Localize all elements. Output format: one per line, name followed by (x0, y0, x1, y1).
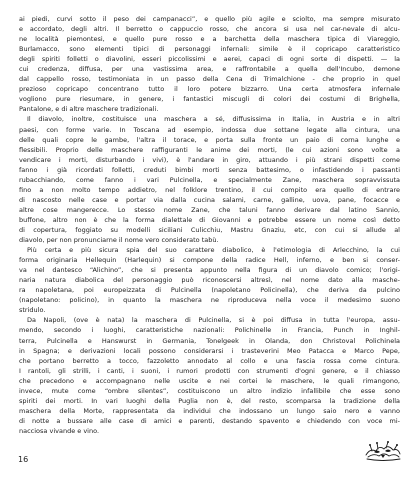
page-number: 16 (18, 455, 29, 464)
text-line: di copertura, foggiato su modelli siciliani Culicchiu, Mastru Gnaziu, etc, con cui si allude al (19, 225, 400, 234)
text-line: flessibili. Proprio delle maschere raffiguranti le anime dei morti, (le cui azioni sono volte a (19, 145, 400, 154)
text-line: e accordato, degli altri. Il berretto o cappuccio rosso, che ancora si usa nel car-nevale di alcu- (19, 25, 400, 34)
text-line: altre cose mangerecce. Lo stesso nome Zane, che taluni fanno derivare dal latino Sannio, (19, 205, 400, 214)
text-line: fanno i già ricordati folletti, creduti bimbi morti senza battesimo, o infastidendo i passanti (19, 165, 400, 174)
text-line: che portano berretto a tocco, fazzoletto annodato al collo e una fascia rossa come cintura. (19, 356, 400, 365)
text-line: buffone, altro non è che la forma dialettale di Giovanni e potrebbe essere un nome così detto (19, 215, 400, 224)
text-line: dal cappello rosso, testimoniata in un passo della Cena di Trimalchione - che proprio in quel (19, 75, 400, 84)
text-line: naria natura diabolica del personaggio può riconoscersi altresì, nel nome dato alla masche- (19, 276, 400, 285)
text-line: vendicare i morti, disturbando i vivi), è l'andare in giro, attuando i più strani dispetti come (19, 155, 400, 164)
text-line: Da Napoli, (ove è nata) la maschera di Pulcinella, si è poi diffusa in tutta l'europa, assu- (27, 316, 400, 325)
text-line: nacciosa vivande e vino. (19, 426, 100, 435)
text-line: ra napoletana, poi europeizzata di Pulcinella (napoletano Policinella), che deriva da pulcino (19, 286, 400, 295)
text-line: prezioso copricapo concentrano tutto il loro potere bizzarro. Una certa atmosfera infernale (19, 85, 400, 94)
text-line: cui credenza, diffusa, per una vastissima area, e raffrontabile a quella dell'Incubo, demone (19, 65, 400, 74)
text-line: rubacchiando, come fanno i vari Pulcinella, e specialmente Zane, maschera sopravvissuta (19, 175, 400, 184)
body-text (19, 14, 400, 436)
text-line: fino a non molto tempo addietro, nel folklore trentino, il cui compito era quello di entrare (19, 185, 400, 194)
text-line: vogliono pure riesumare, in genere, i fantastici miscugli di colori dei costumi di Brighella, (19, 95, 400, 104)
text-line: Il diavolo, inoltre, costituisce una maschera a sé, diffusissima in Italia, in Austria e in altri (27, 115, 400, 124)
text-line: delle quali copre le gambe, l'altra il torace, e porta sulla fronte un paio di corna lunghe e (19, 135, 400, 144)
text-line: Burlamacco, sono elementi tipici di personaggi infernali: simile è il copricapo caratteristico (19, 45, 400, 54)
text-line: stridulo. (19, 306, 46, 315)
text-line: forma originaria Hellequin (Harlequin) si compone della radice Hell, inferno, e ben si conser- (19, 256, 400, 265)
text-line: in Spagna; e derivazioni locali possono considerarsi i trasteverini Meo Patacca e Marco Pepe, (19, 346, 400, 355)
text-line: di notte a bussare alle case di amici e parenti, destando spavento e chiedendo con voce mi- (19, 416, 400, 425)
text-line: ai piedi, curvi sotto il peso dei campanacci”, e quello più agile e sciolto, ma sempre misurato (19, 15, 400, 23)
text-line: maschera della Morte, rappresentata da individui che indossano un lungo saio nero e vanno (19, 406, 400, 415)
text-line: ne località piemontesi, e quello pure rosso e a barchetta della maschera tipica di Viareggio, (19, 35, 400, 44)
text-line: invece, mute come “ombre silentes”, costituiscono un altro indizio infallibile che esse sono (19, 386, 400, 395)
text-line: va nel dantesco “Alichino”, che si presenta appunto nella figura di un diavolo comico; l'origi- (19, 266, 400, 275)
text-line: Più certa e più sicura spia del suo carattere diabolico, è l'etimologia di Arlecchino, la cui (27, 246, 400, 255)
text-line: Pantalone, e di altre maschere tradizionali. (19, 105, 159, 114)
text-line: degli spiriti folletti o diavolini, esseri piccolissimi e aerei, capaci di ogni sorte di dispetti. — la (19, 55, 400, 64)
text-line: (napoletano: policino), in quanto la maschera ne riproduceva nella voce il medesimo suono (19, 296, 400, 305)
text-line: I rantoli, gli strilli, i canti, i suoni, i rumori prodotti con strumenti d'ogni genere, e il chiasso (19, 366, 400, 375)
carnival-mask-vignette-icon (364, 440, 402, 462)
text-line: spiriti dei morti. In vari luoghi della Puglia non è, del resto, scomparsa la tradizione della (19, 396, 400, 405)
text-line: diavolo, per non pronunciarne il nome vero considerato tabù. (19, 236, 219, 245)
text-line: di nascosto nelle case e portar via dalla cucina salami, carne, galline, uova, pane, focacce e (19, 195, 400, 204)
carnival-mask-vignette-icon (364, 440, 402, 462)
text-line: terra, Pulcinella e Hanswurst in Germania, Tonelgeek in Olanda, don Christoval Polichinela (19, 336, 400, 345)
text-line: paesi, con forme varie. In Toscana ad esempio, indossa due sottane legate alla cintura, una (19, 125, 400, 134)
text-line: che precedono e accompagnano nelle uscite e nei cortei le maschere, le quali rimangono, (19, 376, 400, 385)
text-line: mendo, secondo i luoghi, caratteristiche nazionali: Polichinelle in Francia, Punch in Inghil- (19, 326, 400, 335)
